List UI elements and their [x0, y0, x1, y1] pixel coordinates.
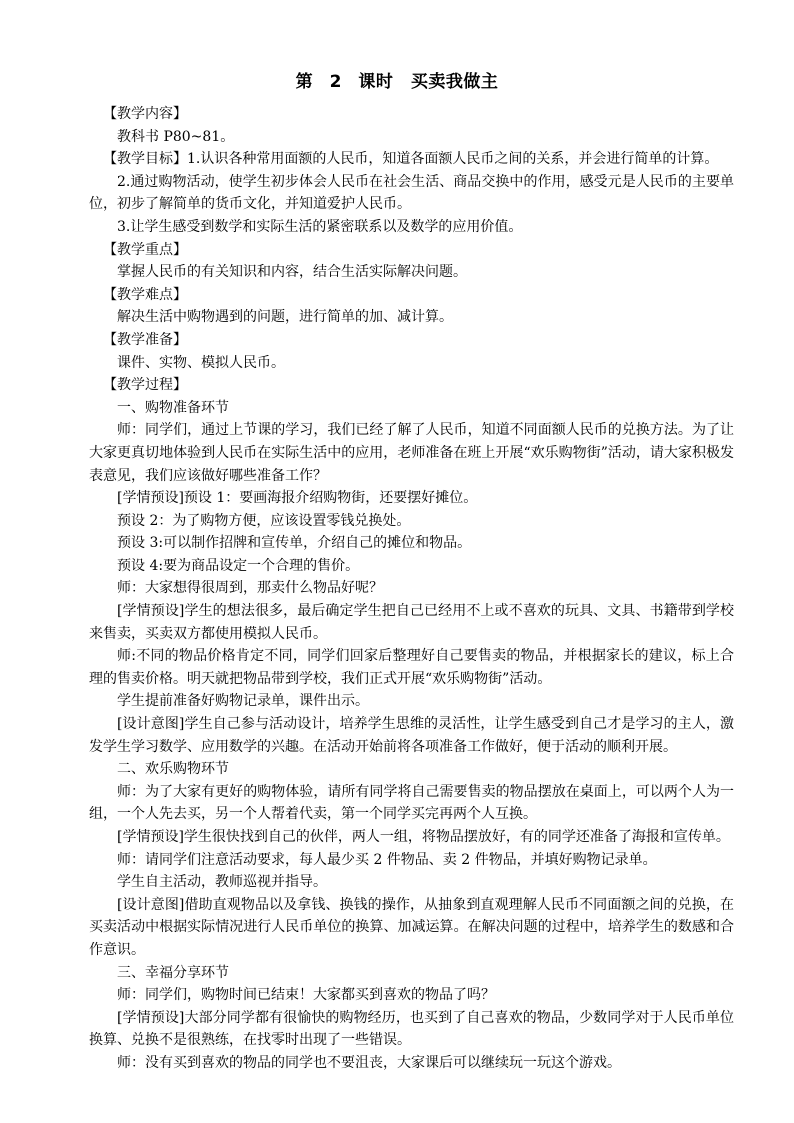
section-heading: 【教学准备】 [103, 331, 187, 348]
section-heading: 【教学重点】 [103, 241, 187, 258]
lesson-title: 第 2 课时 买卖我做主 [295, 72, 499, 92]
paragraph: 预设 2：为了购物方便，应该设置零钱兑换处。 [117, 512, 411, 529]
section-heading: 【教学过程】 [103, 377, 187, 394]
section-heading: 【教学难点】 [103, 286, 187, 303]
paragraph: 3.让学生感受到数学和实际生活的紧密联系以及数学的应用价值。 [117, 218, 523, 235]
paragraph: 2.通过购物活动，使学生初步体会人民币在社会生活、商品交换中的作用，感受元是人民币的主要单位，初步了解简单的货币文化，并知道爱护人民币。 [89, 173, 734, 213]
section-heading: 【教学内容】 [103, 106, 187, 122]
paragraph: 预设 4:要为商品设定一个合理的售价。 [117, 557, 360, 574]
paragraph: 二、欢乐购物环节 [117, 761, 229, 778]
paragraph: 学生自主活动，教师巡视并指导。 [117, 874, 327, 891]
paragraph: [设计意图]学生自己参与活动设计，培养学生思维的灵活性，让学生感受到自己才是学习的主人，激发学生学习数学、应用数学的兴趣。在活动开始前将各项准备工作做好，便于活动的顺利开展。 [89, 716, 734, 755]
paragraph: 师：大家想得很周到，那卖什么物品好呢？ [117, 580, 383, 597]
paragraph: 师：请同学们注意活动要求，每人最少买 2 件物品、卖 2 件物品，并填好购物记录单。 [117, 851, 657, 868]
paragraph: [学情预设]预设 1：要画海报介绍购物街，还要摆好摊位。 [117, 490, 478, 507]
paragraph: 掌握人民币的有关知识和内容，结合生活实际解决问题。 [117, 264, 467, 281]
paragraph: [学情预设]学生的想法很多，最后确定学生把自己已经用不上或不喜欢的玩具、文具、书籍带到学校来售卖，买卖双方都使用模拟人民币。 [89, 603, 734, 642]
paragraph: [设计意图]借助直观物品以及拿钱、换钱的操作，从抽象到直观理解人民币不同面额之间的兑换，在买卖活动中根据实际情况进行人民币单位的换算、加减运算。在解决问题的过程中，培养学生的数感和合作意识。 [89, 896, 734, 958]
paragraph: 三、幸福分享环节 [117, 964, 229, 981]
paragraph: 解决生活中购物遇到的问题，进行简单的加、减计算。 [117, 309, 453, 326]
paragraph: 一、购物准备环节 [117, 399, 229, 416]
paragraph: 教科书 P80~81。 [117, 128, 235, 145]
paragraph: 师:不同的物品价格肯定不同，同学们回家后整理好自己要售卖的物品，并根据家长的建议，标上合理的售卖价格。明天就把物品带到学校，我们正式开展“欢乐购物街”活动。 [89, 648, 734, 687]
paragraph: [学情预设]大部分同学都有很愉快的购物经历，也买到了自己喜欢的物品，少数同学对于人民币单位换算、兑换不是很熟练，在找零时出现了一些错误。 [89, 1009, 734, 1049]
paragraph: [学情预设]学生很快找到自己的伙伴，两人一组，将物品摆放好，有的同学还准备了海报和宣传单。 [117, 829, 730, 845]
paragraph: 预设 3:可以制作招牌和宣传单，介绍自己的摊位和物品。 [117, 535, 472, 552]
paragraph: 师：为了大家有更好的购物体验，请所有同学将自己需要售卖的物品摆放在桌面上，可以两个人为一组，一个人先去买，另一个人帮着代卖，第一个同学买完再两个人互换。 [89, 783, 734, 823]
section-heading: 【教学目标】1.认识各种常用面额的人民币，知道各面额人民币之间的关系，并会进行简单的计算。 [103, 151, 719, 168]
paragraph: 师：同学们，通过上节课的学习，我们已经了解了人民币，知道不同面额人民币的兑换方法。为了让大家更真切地体验到人民币在实际生活中的应用，老师准备在班上开展“欢乐购物街”活动，请大家积极发表意见，我们应该做好哪些准备工作？ [89, 422, 734, 484]
paragraph: 师：同学们，购物时间已结束！大家都买到喜欢的物品了吗？ [117, 987, 495, 1004]
paragraph: 师：没有买到喜欢的物品的同学也不要沮丧，大家课后可以继续玩一玩这个游戏。 [117, 1054, 621, 1071]
lesson-body [89, 103, 734, 1075]
paragraph: 学生提前准备好购物记录单，课件出示。 [117, 693, 369, 710]
paragraph: 课件、实物、模拟人民币。 [117, 354, 285, 371]
